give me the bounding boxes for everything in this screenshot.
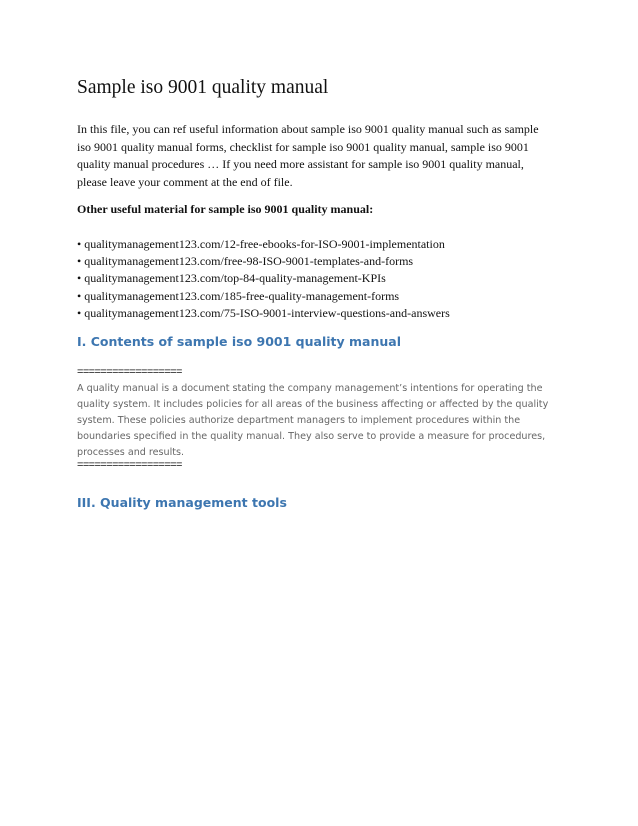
body-line: system. These policies authorize department managers to implement procedures within the <box>77 415 521 426</box>
link-item: • qualitymanagement123.com/185-free-quality-management-forms <box>77 288 400 303</box>
body-line: quality system. It includes policies for all areas of the business affecting or affected by the quality <box>77 399 549 410</box>
section-heading-tools: III. Quality management tools <box>77 495 287 510</box>
useful-material-heading: Other useful material for sample iso 9001 quality manual: <box>77 202 374 216</box>
body-line: processes and results. <box>77 447 185 458</box>
useful-links-list <box>77 236 450 322</box>
body-line: A quality manual is a document stating the company management’s intentions for operating the <box>77 383 543 394</box>
link-item: • qualitymanagement123.com/75-ISO-9001-interview-questions-and-answers <box>77 305 450 320</box>
intro-line: quality manual procedures … If you need more assistant for sample iso 9001 quality manual, <box>77 157 524 171</box>
link-item: • qualitymanagement123.com/top-84-quality-management-KPIs <box>77 271 386 286</box>
intro-line: iso 9001 quality manual forms, checklist for sample iso 9001 quality manual, sample iso 9001 <box>77 139 529 154</box>
link-item: • qualitymanagement123.com/12-free-ebooks-for-ISO-9001-implementation <box>77 237 445 251</box>
section-contents-body <box>77 381 567 461</box>
body-line: boundaries specified in the quality manual. They also serve to provide a measure for procedures, <box>77 431 546 442</box>
separator-bottom: ================== <box>77 459 182 471</box>
intro-line: please leave your comment at the end of file. <box>77 174 293 189</box>
separator-top: ================== <box>77 366 182 378</box>
intro-paragraph <box>77 121 567 191</box>
link-item: • qualitymanagement123.com/free-98-ISO-9001-templates-and-forms <box>77 254 414 269</box>
document-title: Sample iso 9001 quality manual <box>77 77 329 98</box>
intro-line: In this file, you can ref useful information about sample iso 9001 quality manual such as sample <box>77 122 539 136</box>
section-heading-contents: I. Contents of sample iso 9001 quality manual <box>77 334 401 349</box>
